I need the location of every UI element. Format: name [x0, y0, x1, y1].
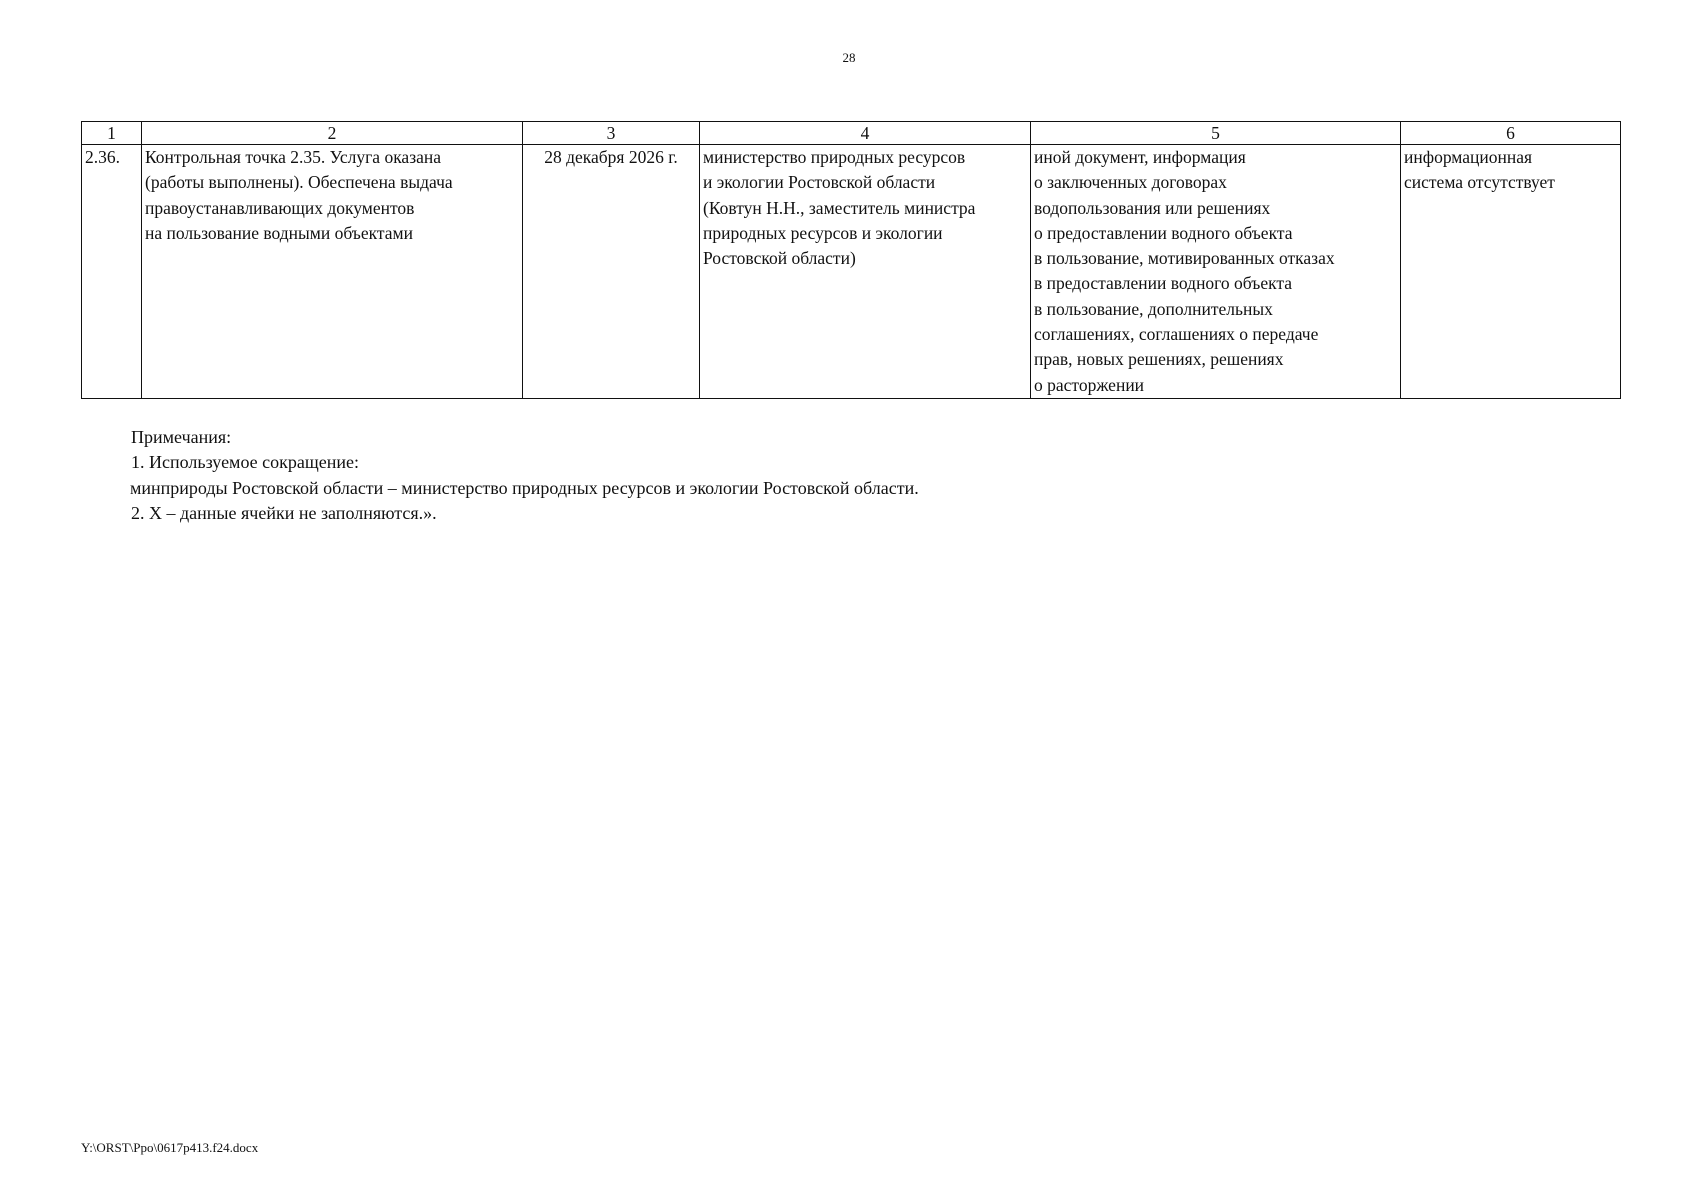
- data-table: [81, 121, 1621, 399]
- table-row: [82, 145, 1621, 399]
- due-date-cell: 28 декабря 2026 г.: [523, 145, 700, 399]
- note-item-1: 1. Используемое сокращение:: [131, 452, 359, 473]
- document-type-cell: иной документ, информация о заключенных договорах водопользования или решениях о предоставлении водного объекта в пользование, мотивированных отказах в предоставлении водного объекта в пользование, дополнительных соглашениях, соглашениях о передаче прав, новых решениях, решениях о расторжении: [1031, 145, 1401, 399]
- note-item-2: 2. Х – данные ячейки не заполняются.».: [131, 502, 437, 523]
- notes-title: Примечания:: [131, 427, 232, 447]
- information-system-cell: информационная система отсутствует: [1401, 145, 1621, 399]
- row-number-cell: 2.36.: [82, 145, 142, 399]
- responsible-party-cell: министерство природных ресурсов и экологии Ростовской области (Ковтун Н.Н., заместитель министра природных ресурсов и экологии Ростовской области): [700, 145, 1031, 399]
- column-header-3: 3: [523, 122, 700, 145]
- page-number: 28: [842, 50, 856, 65]
- column-header-6: 6: [1401, 122, 1621, 145]
- column-header-5: 5: [1031, 122, 1401, 145]
- column-header-2: 2: [142, 122, 523, 145]
- note-item-1-detail: минприроды Ростовской области – министерство природных ресурсов и экологии Ростовской области.: [130, 477, 919, 498]
- column-header-4: 4: [700, 122, 1031, 145]
- table-header-row: [82, 122, 1621, 145]
- checkpoint-description-cell: Контрольная точка 2.35. Услуга оказана (работы выполнены). Обеспечена выдача правоустанавливающих документов на пользование водными объектами: [142, 145, 523, 399]
- file-path-footer: Y:\ORST\Ppo\0617p413.f24.docx: [81, 1140, 259, 1155]
- notes-section: [131, 425, 919, 526]
- column-header-1: 1: [82, 122, 142, 145]
